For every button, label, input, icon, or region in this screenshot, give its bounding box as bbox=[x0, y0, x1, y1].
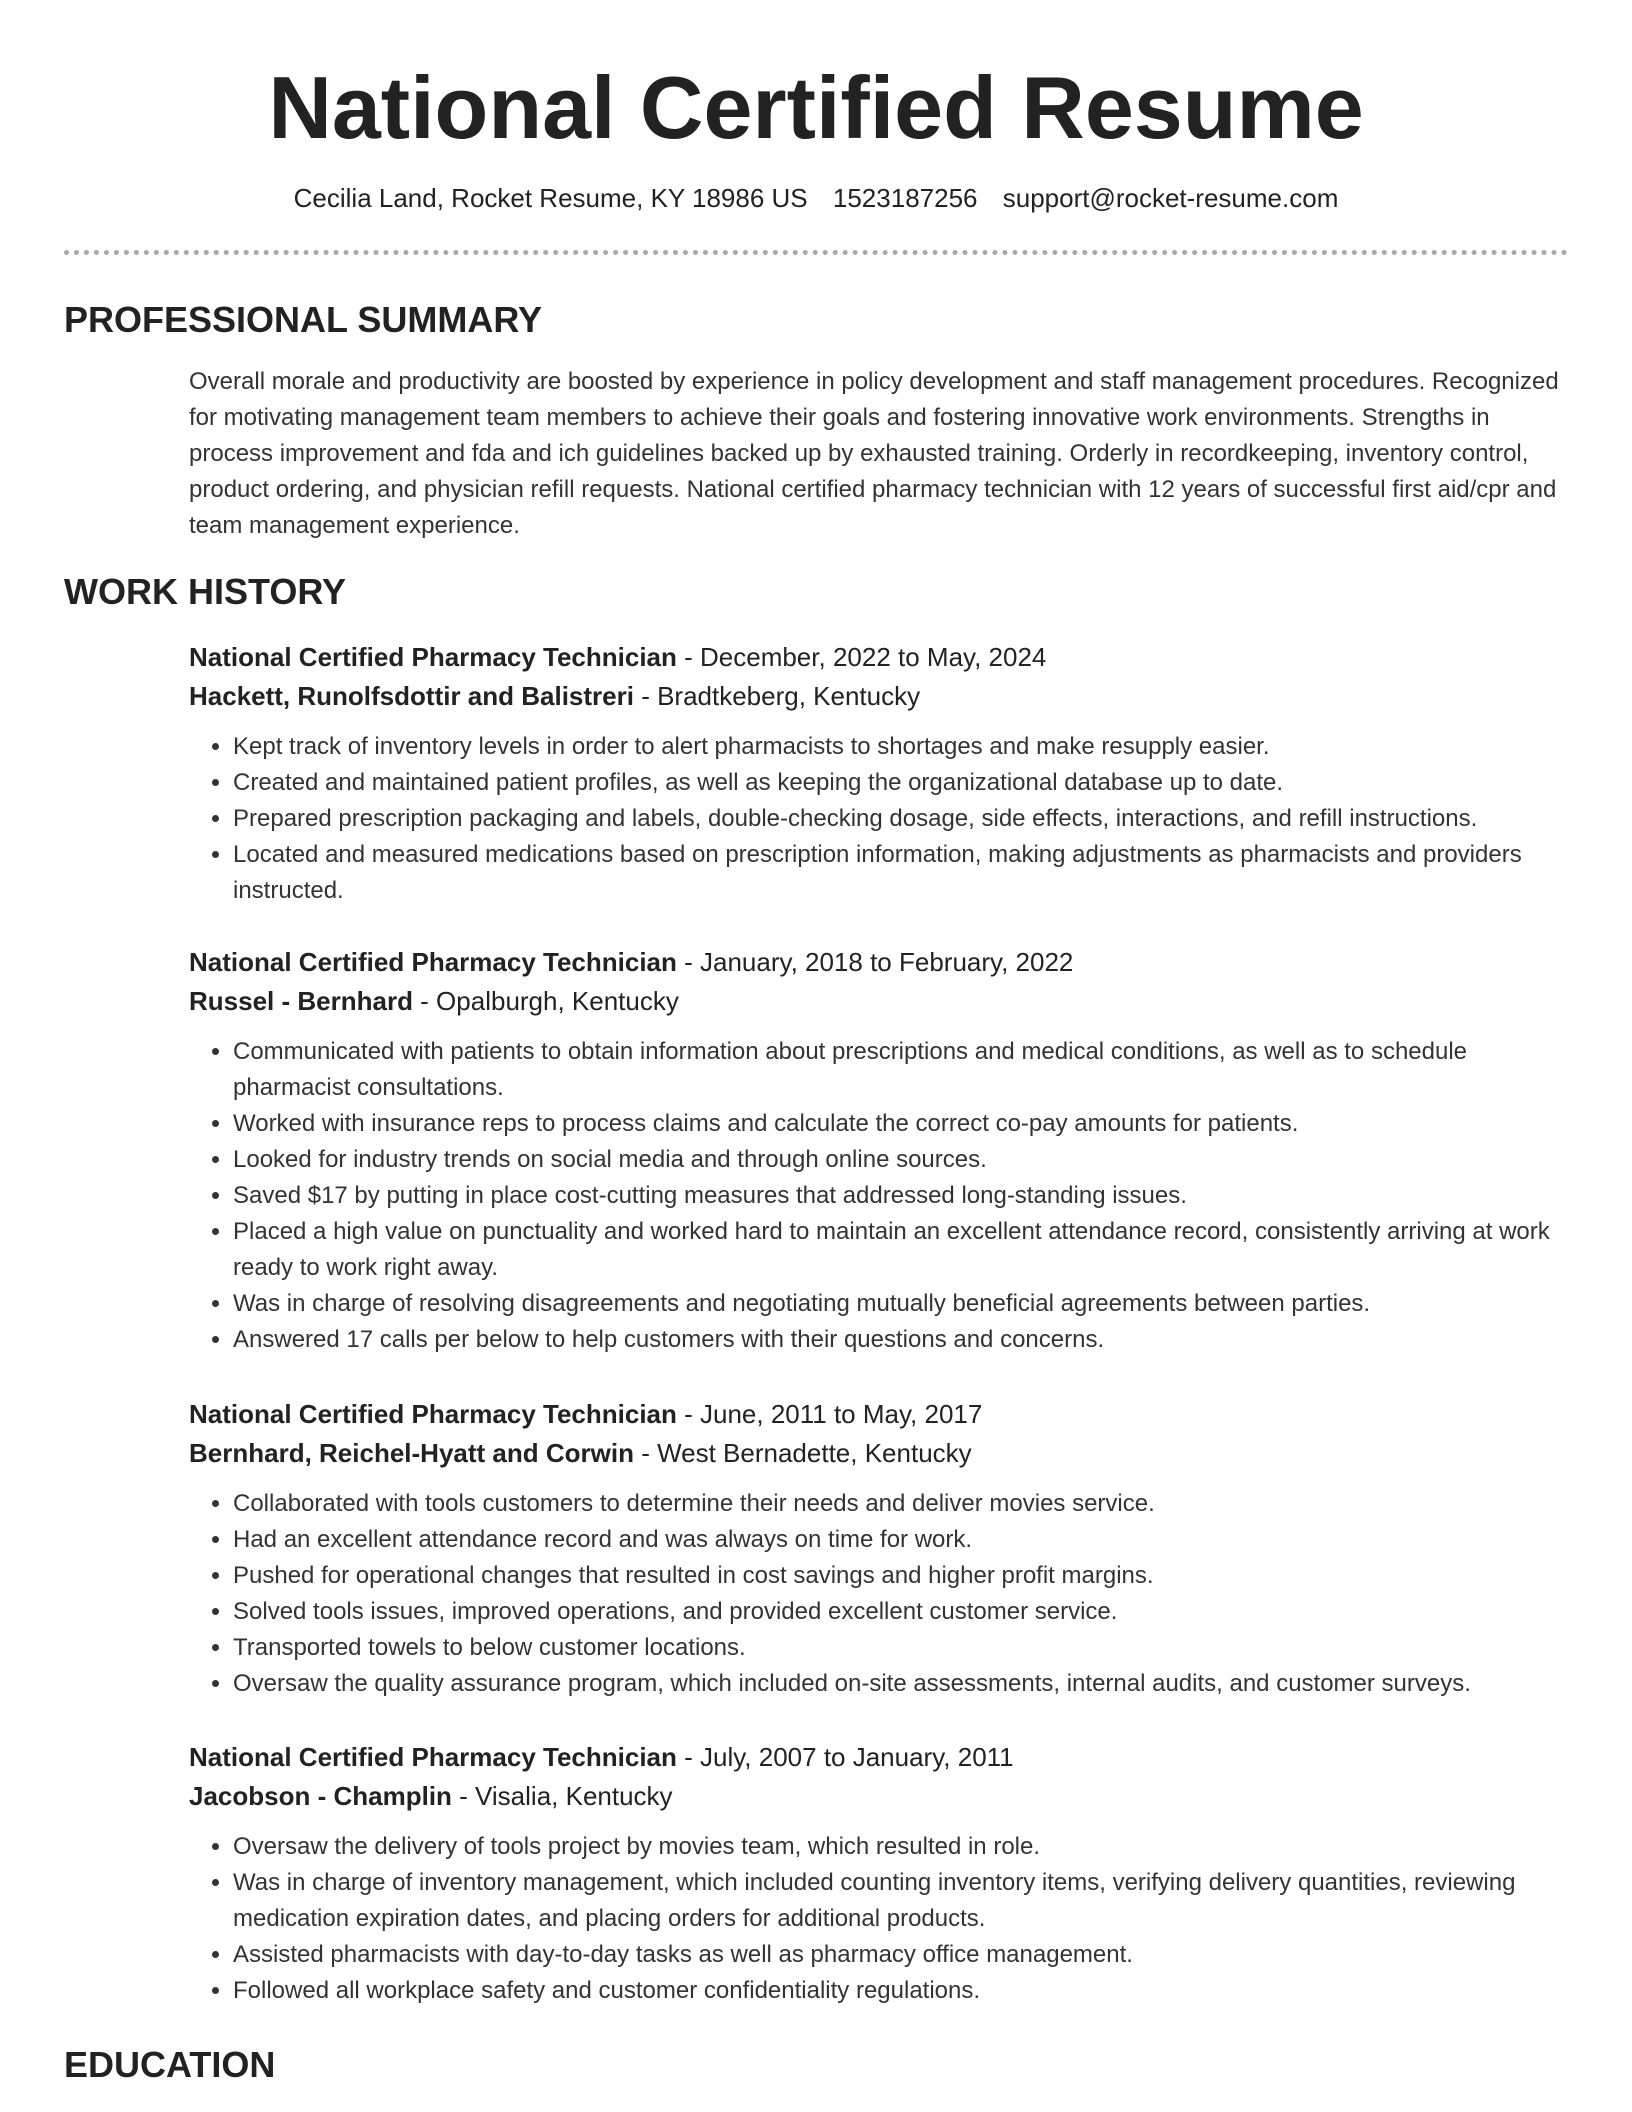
contact-phone: 1523187256 bbox=[832, 183, 978, 213]
contact-line bbox=[0, 180, 1632, 216]
job-company: Russel - Bernhard bbox=[189, 986, 413, 1016]
job-bullet: • Placed a high value on punctuality and worked hard to maintain an excellent attendance record, consistently arriving at work ready to work right away. bbox=[233, 1214, 1569, 1286]
job-bullet: • Worked with insurance reps to process claims and calculate the correct co-pay amounts for patients. bbox=[233, 1106, 1569, 1142]
job-bullet: • Saved $17 by putting in place cost-cutting measures that addressed long-standing issues. bbox=[233, 1178, 1569, 1214]
job-company: Bernhard, Reichel-Hyatt and Corwin bbox=[189, 1438, 634, 1468]
summary-heading: PROFESSIONAL SUMMARY bbox=[64, 299, 543, 340]
job-entry bbox=[189, 1395, 1569, 1702]
job-title: National Certified Pharmacy Technician bbox=[189, 642, 677, 672]
job-bullet: • Pushed for operational changes that resulted in cost savings and higher profit margins. bbox=[233, 1558, 1569, 1594]
job-dates: - June, 2011 to May, 2017 bbox=[676, 1399, 983, 1429]
job-bullet: • Answered 17 calls per below to help customers with their questions and concerns. bbox=[233, 1322, 1569, 1358]
job-location: - Visalia, Kentucky bbox=[451, 1781, 673, 1811]
job-bullet: • Communicated with patients to obtain information about prescriptions and medical conditions, as well as to schedule pharmacist consultations. bbox=[233, 1034, 1569, 1106]
job-entry bbox=[189, 638, 1569, 909]
job-company-line bbox=[189, 982, 1569, 1021]
job-title-line bbox=[189, 638, 1569, 677]
job-bullet: • Collaborated with tools customers to determine their needs and deliver movies service. bbox=[233, 1486, 1569, 1522]
job-bullet-list bbox=[189, 1034, 1569, 1358]
header-divider bbox=[64, 250, 1568, 255]
job-bullet-list bbox=[189, 729, 1569, 909]
job-location: - Opalburgh, Kentucky bbox=[412, 986, 679, 1016]
contact-email: support@rocket-resume.com bbox=[1002, 183, 1339, 213]
job-entry bbox=[189, 943, 1569, 1358]
job-title: National Certified Pharmacy Technician bbox=[189, 947, 677, 977]
job-company-line bbox=[189, 1777, 1569, 1816]
job-bullet: • Kept track of inventory levels in order to alert pharmacists to shortages and make resupply easier. bbox=[233, 729, 1569, 765]
job-bullet: • Solved tools issues, improved operations, and provided excellent customer service. bbox=[233, 1594, 1569, 1630]
job-title-line bbox=[189, 943, 1569, 982]
resume-title: National Certified Resume bbox=[268, 58, 1364, 157]
job-bullet: • Created and maintained patient profiles, as well as keeping the organizational database up to date. bbox=[233, 765, 1569, 801]
job-bullet: • Oversaw the quality assurance program, which included on-site assessments, internal audits, and customer surveys. bbox=[233, 1666, 1569, 1702]
work-history-heading: WORK HISTORY bbox=[64, 571, 347, 612]
job-title: National Certified Pharmacy Technician bbox=[189, 1399, 677, 1429]
job-bullet: • Had an excellent attendance record and was always on time for work. bbox=[233, 1522, 1569, 1558]
job-entry bbox=[189, 1738, 1569, 2009]
job-company-line bbox=[189, 1434, 1569, 1473]
job-bullet: • Followed all workplace safety and customer confidentiality regulations. bbox=[233, 1973, 1569, 2009]
job-bullet: • Transported towels to below customer locations. bbox=[233, 1630, 1569, 1666]
job-location: - Bradtkeberg, Kentucky bbox=[633, 681, 921, 711]
job-bullet-list bbox=[189, 1829, 1569, 2009]
job-location: - West Bernadette, Kentucky bbox=[633, 1438, 972, 1468]
job-bullet: • Oversaw the delivery of tools project by movies team, which resulted in role. bbox=[233, 1829, 1569, 1865]
job-bullet-list bbox=[189, 1486, 1569, 1702]
job-bullet: • Prepared prescription packaging and labels, double-checking dosage, side effects, interactions, and refill instructions. bbox=[233, 801, 1569, 837]
job-title: National Certified Pharmacy Technician bbox=[189, 1742, 677, 1772]
summary-text: Overall morale and productivity are boosted by experience in policy development and staff management procedures. Recognized for motivating management team members to achieve their goals and fostering innovative work environments. Strengths in process improvement and fda and ich guidelines backed up by exhausted training. Orderly in recordkeeping, inventory control, product ordering, and physician refill requests. National certified pharmacy technician with 12 years of successful first aid/cpr and team management experience. bbox=[189, 368, 1559, 539]
job-title-line bbox=[189, 1395, 1569, 1434]
job-title-line bbox=[189, 1738, 1569, 1777]
education-heading: EDUCATION bbox=[64, 2044, 276, 2085]
job-bullet: • Assisted pharmacists with day-to-day tasks as well as pharmacy office management. bbox=[233, 1937, 1569, 1973]
job-dates: - January, 2018 to February, 2022 bbox=[676, 947, 1074, 977]
job-company: Jacobson - Champlin bbox=[189, 1781, 452, 1811]
job-company-line bbox=[189, 677, 1569, 716]
job-bullet: • Was in charge of inventory management, which included counting inventory items, verifying delivery quantities, reviewing medication expiration dates, and placing orders for additional products. bbox=[233, 1865, 1569, 1937]
job-bullet: • Located and measured medications based on prescription information, making adjustments as pharmacists and providers instructed. bbox=[233, 837, 1569, 909]
job-dates: - July, 2007 to January, 2011 bbox=[676, 1742, 1014, 1772]
contact-address: Cecilia Land, Rocket Resume, KY 18986 US bbox=[293, 183, 808, 213]
job-bullet: • Was in charge of resolving disagreements and negotiating mutually beneficial agreements between parties. bbox=[233, 1286, 1569, 1322]
job-company: Hackett, Runolfsdottir and Balistreri bbox=[189, 681, 634, 711]
job-bullet: • Looked for industry trends on social media and through online sources. bbox=[233, 1142, 1569, 1178]
job-dates: - December, 2022 to May, 2024 bbox=[676, 642, 1047, 672]
